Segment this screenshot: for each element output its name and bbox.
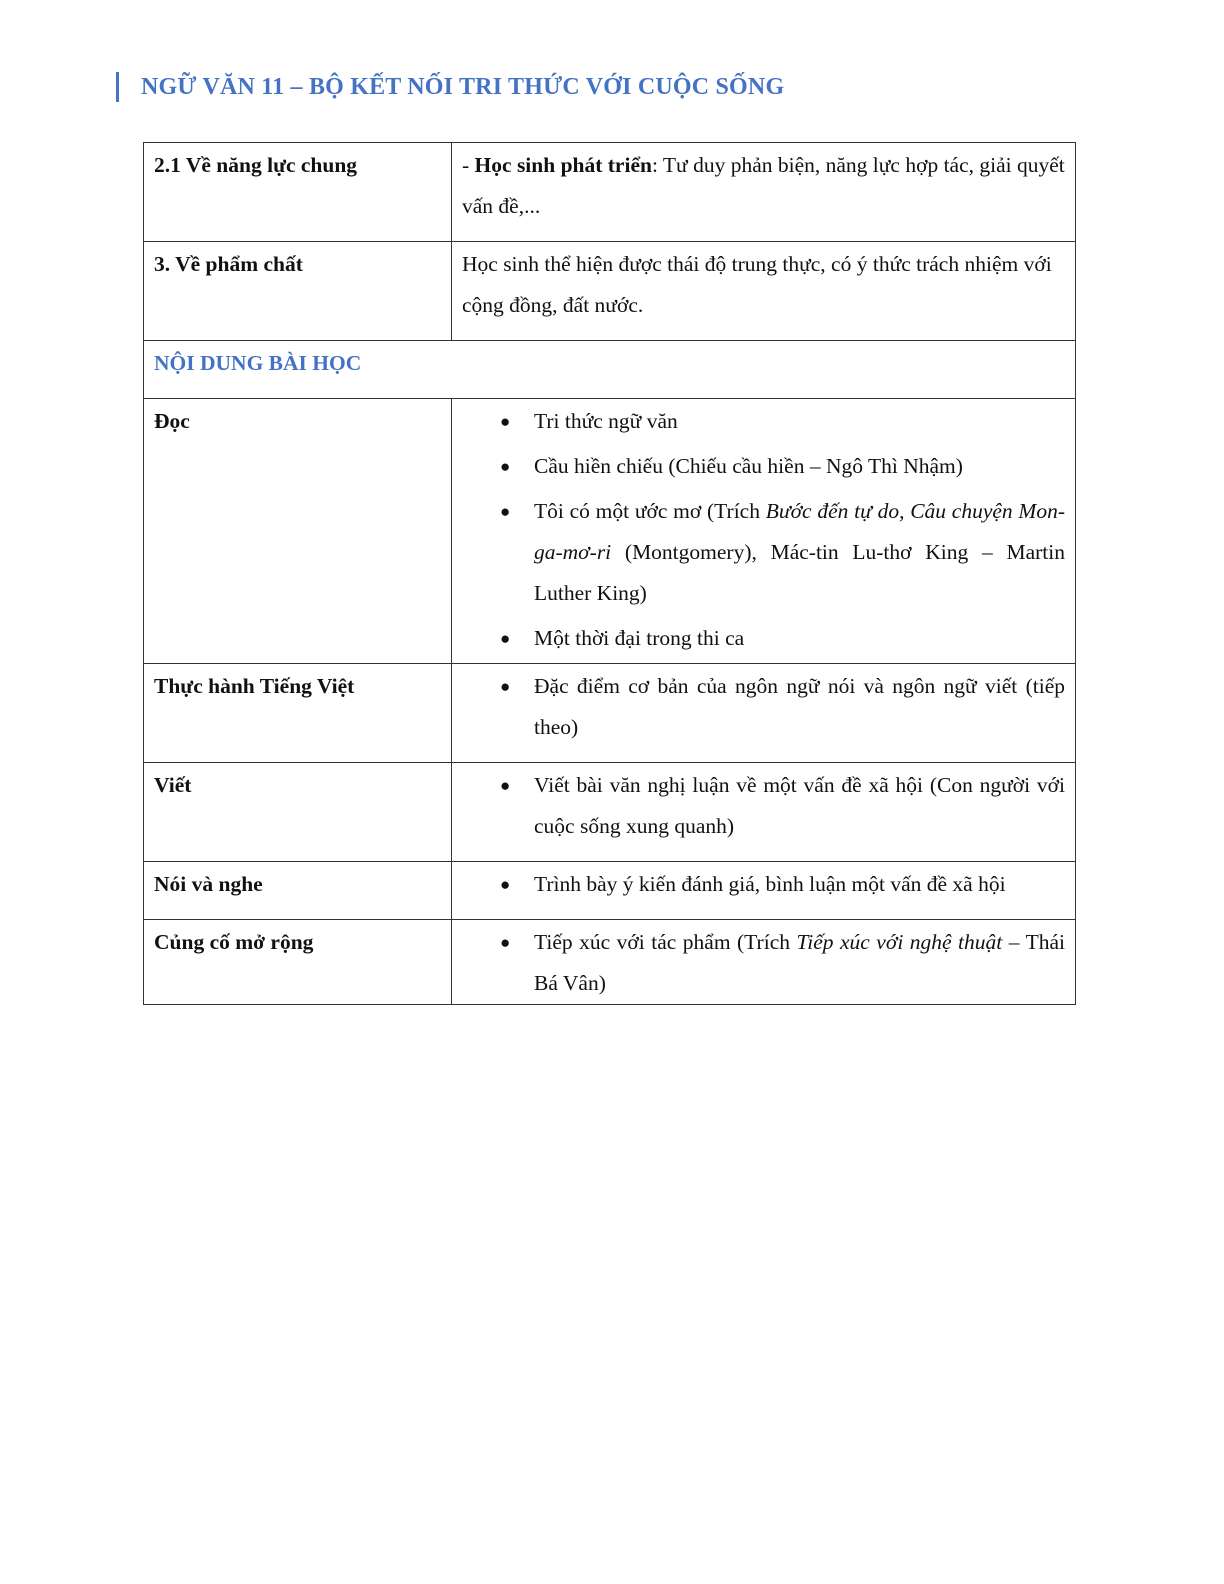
row-content-writing [452, 763, 1076, 862]
extension-item-1 [534, 922, 1065, 1004]
competence-lead-bold: Học sinh phát triển [474, 153, 652, 177]
row-content-quality: Học sinh thể hiện được thái độ trung thực, có ý thức trách nhiệm với cộng đồng, đất nước. [452, 242, 1076, 341]
reading-item-1: ● Tri thức ngữ văn [534, 401, 1065, 442]
row-label-speaking: Nói và nghe [144, 862, 452, 920]
reading-list [462, 401, 1065, 659]
reading-item-4: ● Một thời đại trong thi ca [534, 618, 1065, 659]
table-row-speaking [144, 862, 1076, 920]
table-row-section [144, 341, 1076, 399]
table-row-extension [144, 920, 1076, 1005]
practice-item-1: ● Đặc điểm cơ bản của ngôn ngữ nói và ngôn ngữ viết (tiếp theo) [534, 666, 1065, 748]
competence-dash: - [462, 153, 475, 177]
reading-item-3 [534, 491, 1065, 614]
table-row-quality [144, 242, 1076, 341]
section-title: NỘI DUNG BÀI HỌC [144, 341, 1076, 399]
page-title: NGỮ VĂN 11 – BỘ KẾT NỐI TRI THỨC VỚI CUỘC SỐNG [141, 73, 785, 100]
speaking-list [462, 864, 1065, 905]
competence-text: : Tư duy phản biện, năng lực hợp tác, giải quyết vấn đề,... [462, 153, 1065, 218]
row-label-competence: 2.1 Về năng lực chung [144, 143, 452, 242]
speaking-item-1: ● Trình bày ý kiến đánh giá, bình luận một vấn đề xã hội [534, 864, 1065, 905]
extension-item-1-part-a: Tiếp xúc với tác phẩm (Trích [534, 930, 797, 954]
row-content-competence [452, 143, 1076, 242]
header-accent-bar [116, 72, 119, 102]
table-row-writing [144, 763, 1076, 862]
row-label-quality: 3. Về phẩm chất [144, 242, 452, 341]
practice-list [462, 666, 1065, 748]
extension-list [462, 922, 1065, 1004]
row-content-speaking [452, 862, 1076, 920]
extension-item-1-part-b: – Thái Bá Vân) [534, 930, 1065, 995]
row-label-extension: Củng cố mở rộng [144, 920, 452, 1005]
row-label-practice: Thực hành Tiếng Việt [144, 664, 452, 763]
reading-item-3-part-a: Tôi có một ước mơ (Trích [534, 499, 766, 523]
page-header [116, 70, 784, 104]
table-row-practice [144, 664, 1076, 763]
row-content-extension [452, 920, 1076, 1005]
table-row-competence [144, 143, 1076, 242]
reading-item-3-part-b: (Montgomery), Mác-tin Lu-thơ King – Martin Luther King) [534, 540, 1065, 605]
table-row-reading [144, 399, 1076, 664]
reading-item-2: ● Cầu hiền chiếu (Chiếu cầu hiền – Ngô Thì Nhậm) [534, 446, 1065, 487]
row-content-reading [452, 399, 1076, 664]
row-label-reading: Đọc [144, 399, 452, 664]
writing-list [462, 765, 1065, 847]
extension-item-1-italic: Tiếp xúc với nghệ thuật [796, 930, 1003, 954]
writing-item-1: ● Viết bài văn nghị luận về một vấn đề xã hội (Con người với cuộc sống xung quanh) [534, 765, 1065, 847]
lesson-plan-table [143, 142, 1076, 1005]
reading-item-3-italic: Bước đến tự do, Câu chuyện Mon-ga-mơ-ri [534, 499, 1065, 564]
row-label-writing: Viết [144, 763, 452, 862]
row-content-practice [452, 664, 1076, 763]
